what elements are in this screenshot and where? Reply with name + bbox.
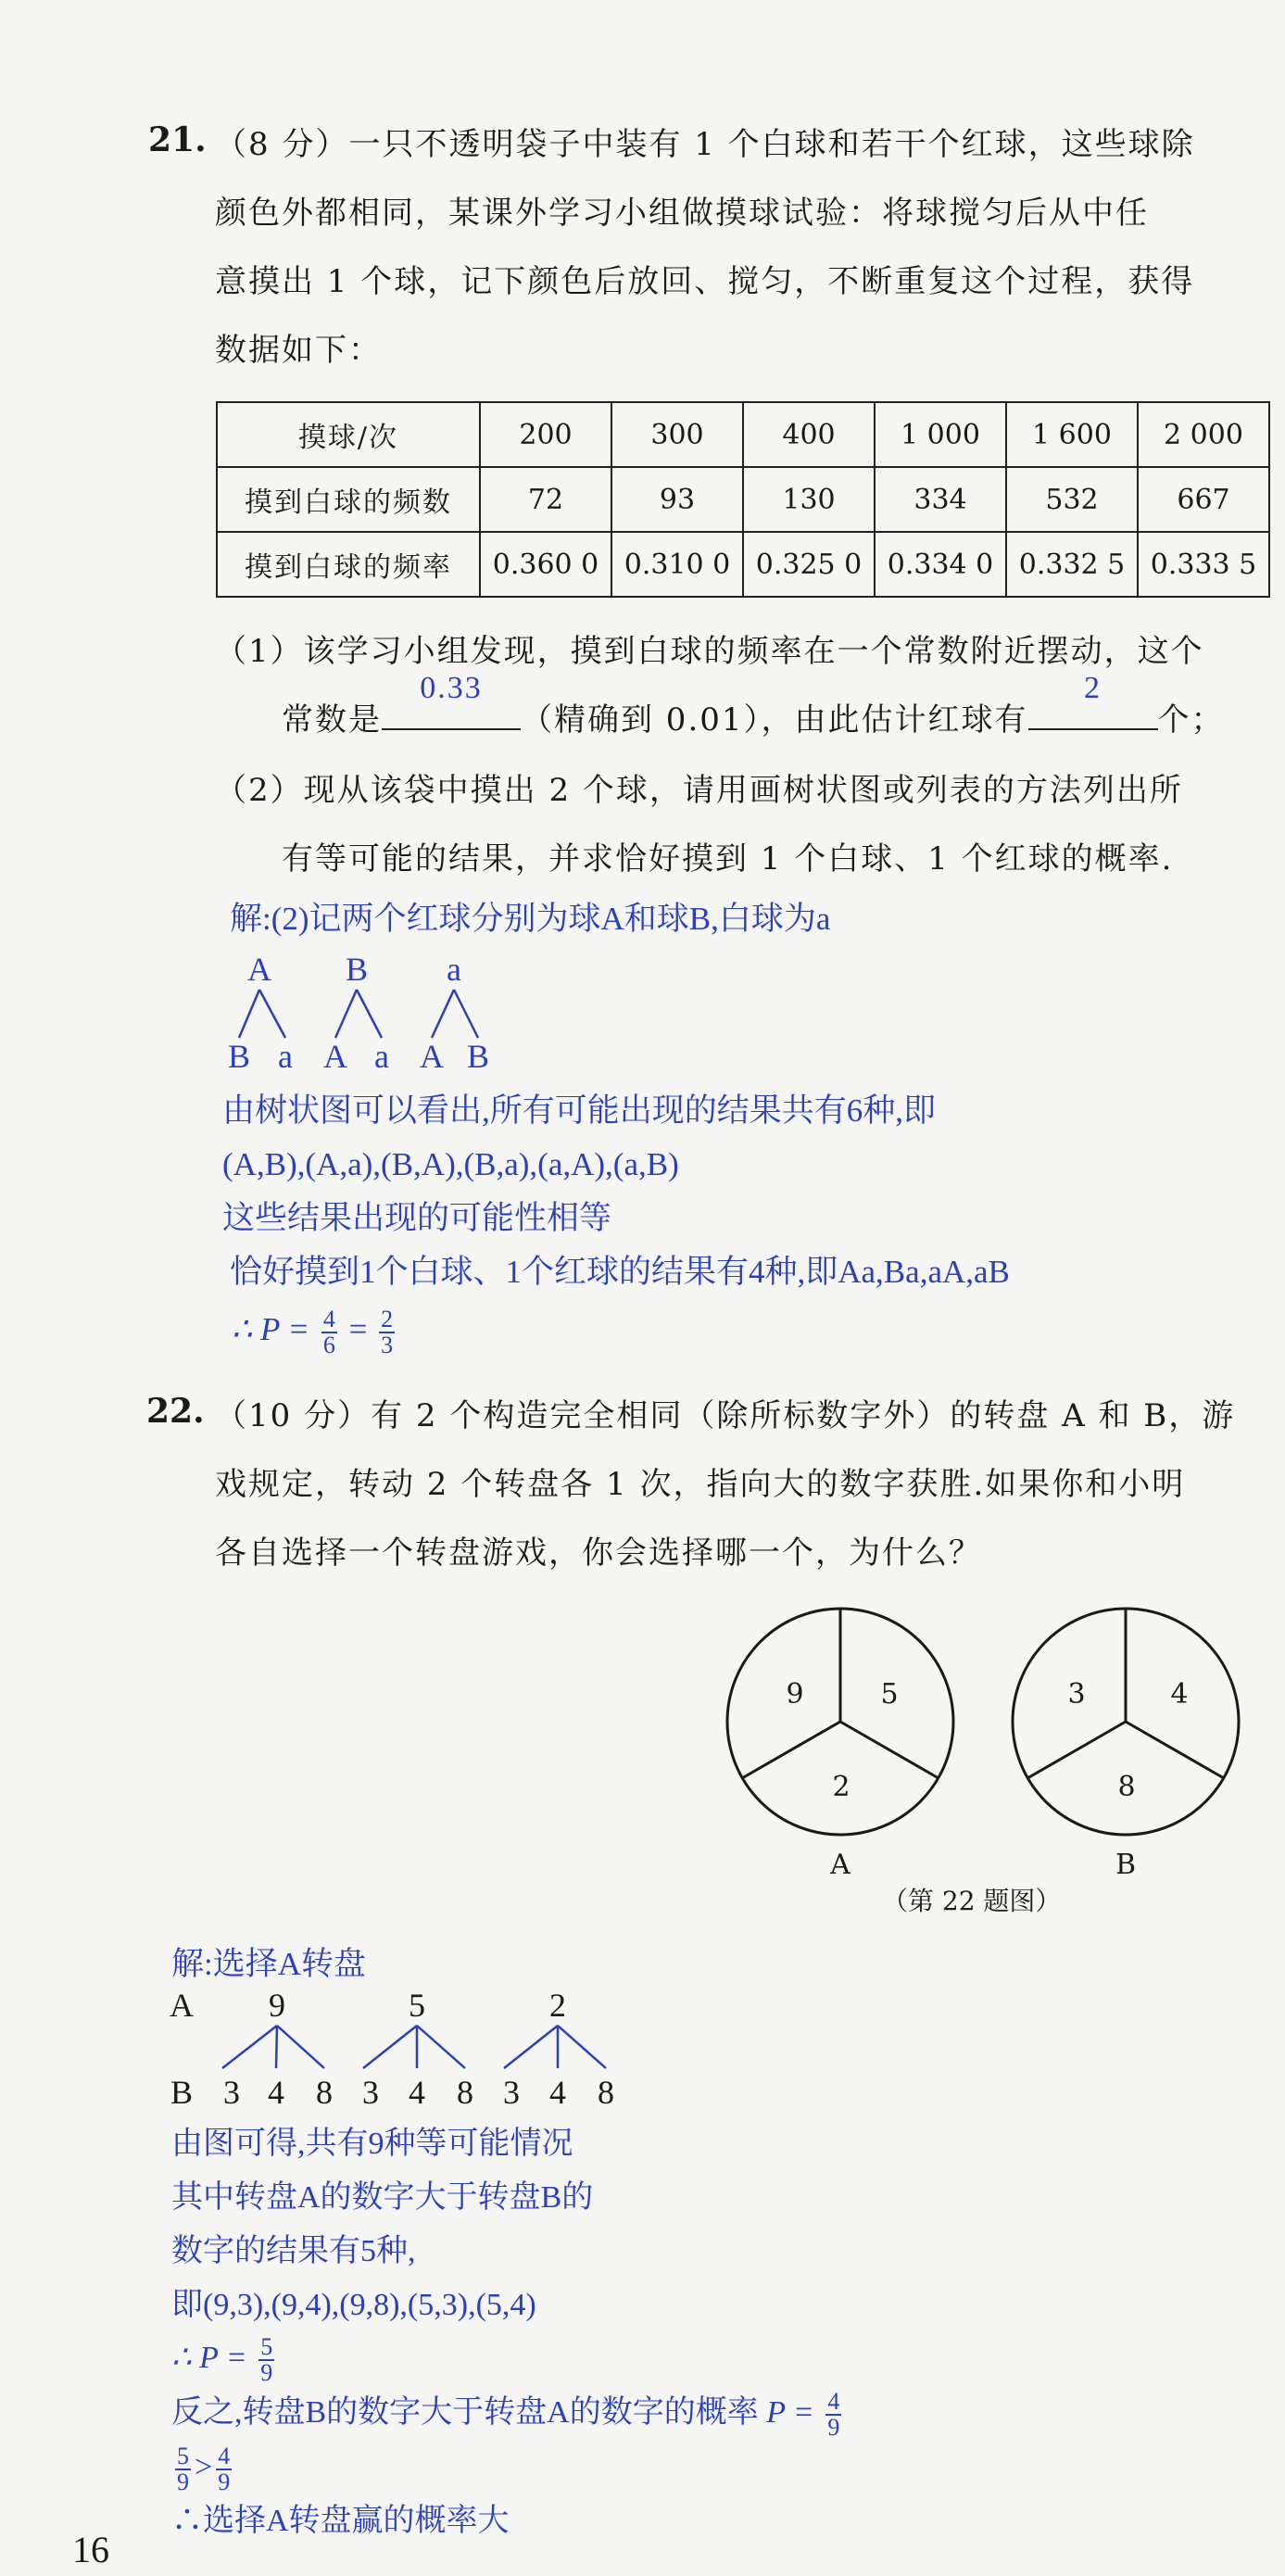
fraction xyxy=(321,1307,337,1357)
table-cell: 0.310 0 xyxy=(611,532,743,597)
tree-leaf: 4 xyxy=(549,2074,566,2111)
q22-line: （10 分）有 2 个构造完全相同（除所标数字外）的转盘 A 和 B，游 xyxy=(215,1397,1236,1434)
tree-node: A xyxy=(247,951,271,988)
table-cell: 72 xyxy=(480,467,611,532)
answer-1: 0.33 xyxy=(420,671,483,705)
q22-solution-line: 反之,转盘B的数字大于转盘A的数字的概率 xyxy=(171,2395,759,2431)
table-cell: 摸到白球的频数 xyxy=(217,467,480,532)
q21-line: 颜色外都相同，某课外学习小组做摸球试验：将球搅匀后从中任 xyxy=(215,195,1149,232)
q21-prob-prefix: ∴ P = xyxy=(232,1311,310,1347)
q22-solution-body xyxy=(171,2117,845,2548)
denominator: 9 xyxy=(827,2414,840,2442)
spinner-a xyxy=(723,1603,964,1881)
q21-solution-line: 这些结果出现的可能性相等 xyxy=(222,1200,612,1236)
table-cell: 0.333 5 xyxy=(1138,532,1269,597)
tree-leaf: 4 xyxy=(268,2074,284,2111)
tree-leaf: 4 xyxy=(409,2074,425,2111)
denominator: 9 xyxy=(218,2469,231,2496)
q21-part1-text: 常数是 xyxy=(282,701,382,739)
fraction xyxy=(216,2444,232,2494)
q22-line: 各自选择一个转盘游戏，你会选择哪一个，为什么？ xyxy=(215,1534,982,1572)
denominator: 9 xyxy=(177,2469,189,2496)
tree-leaf: a xyxy=(374,1038,389,1075)
q22-solution-intro: 解:选择A转盘 xyxy=(171,1946,367,1982)
table-cell: 200 xyxy=(480,402,611,467)
fraction xyxy=(258,2335,274,2385)
table-cell: 93 xyxy=(611,467,743,532)
spinner-b xyxy=(1008,1603,1249,1881)
q22-conclusion: ∴选择A转盘赢的概率大 xyxy=(171,2504,510,2539)
page-number: 16 xyxy=(72,2529,109,2570)
denominator: 3 xyxy=(381,1331,394,1358)
q21-part1-text: （精确到 0.01），由此估计红球有 xyxy=(521,701,1028,739)
tree-leaf: B xyxy=(227,1038,251,1075)
numerator: 4 xyxy=(218,2443,231,2470)
tree-leaf: 8 xyxy=(316,2074,333,2111)
tree-node: 2 xyxy=(549,1987,566,2024)
q21-number: 21. xyxy=(148,120,207,159)
table-cell: 2 000 xyxy=(1138,402,1269,467)
table-cell: 130 xyxy=(743,467,875,532)
q22-prob-prefix: P = xyxy=(766,2395,814,2431)
q21-part2 xyxy=(215,756,1253,893)
q21-part1-text: 个； xyxy=(1157,701,1225,739)
denominator: 6 xyxy=(322,1331,335,1358)
numerator: 4 xyxy=(322,1305,335,1332)
tree-leaf: 3 xyxy=(223,2074,240,2111)
tree-node: a xyxy=(447,951,461,988)
q22-prob-prefix: ∴ P = xyxy=(171,2341,247,2375)
numerator: 5 xyxy=(177,2443,189,2470)
tree-leaf: A xyxy=(420,1038,444,1075)
fraction xyxy=(175,2444,191,2494)
table-cell: 300 xyxy=(611,402,743,467)
spinner-a-label: A xyxy=(830,1849,850,1881)
q21-part1-line1: （1）该学习小组发现，摸到白球的频率在一个常数附近摆动，这个 xyxy=(215,633,1204,670)
table-cell: 摸球/次 xyxy=(217,402,480,467)
table-row xyxy=(217,532,1269,597)
q21-solution-line: 由树状图可以看出,所有可能出现的结果共有6种,即 xyxy=(222,1092,937,1129)
frequency-table xyxy=(216,401,1270,598)
q22-prob-1 xyxy=(171,2332,845,2385)
tree-leaf: 3 xyxy=(362,2074,379,2111)
spinner-a-number: 5 xyxy=(880,1678,899,1711)
fraction xyxy=(825,2390,841,2440)
q21-solution-line: 恰好摸到1个白球、1个红球的结果有4种,即Aa,Ba,aA,aB xyxy=(230,1254,1010,1290)
q22-comparison xyxy=(171,2441,845,2494)
q21-solution-line: (A,B),(A,a),(B,A),(B,a),(a,A),(a,B) xyxy=(222,1146,679,1182)
spinner-b-number: 4 xyxy=(1170,1678,1189,1711)
table-cell: 532 xyxy=(1006,467,1138,532)
spinner-a-number: 9 xyxy=(786,1678,804,1711)
q22-line: 戏规定，转动 2 个转盘各 1 次，指向大的数字获胜.如果你和小明 xyxy=(215,1466,1186,1503)
spinner-b-number: 8 xyxy=(1117,1771,1136,1803)
table-cell: 0.332 5 xyxy=(1006,532,1138,597)
greater-than-sign: > xyxy=(195,2450,213,2485)
tree-node: 5 xyxy=(409,1987,425,2024)
q21-line: 意摸出 1 个球，记下颜色后放回、搅匀，不断重复这个过程，获得 xyxy=(215,263,1195,300)
row-label-b: B xyxy=(170,2074,194,2111)
answer-2: 2 xyxy=(1084,671,1102,705)
q22-prob-2 xyxy=(171,2385,845,2441)
q21-statement xyxy=(215,110,1253,385)
q21-part2-line1: （2）现从该袋中摸出 2 个球，请用画树状图或列表的方法列出所 xyxy=(215,772,1183,809)
q22-solution-line: 数字的结果有5种, xyxy=(171,2234,416,2268)
table-cell: 1 000 xyxy=(875,402,1006,467)
tree-leaf: A xyxy=(323,1038,347,1075)
table-cell: 334 xyxy=(875,467,1006,532)
table-cell: 400 xyxy=(743,402,875,467)
q22-statement xyxy=(215,1382,1253,1587)
tree-node: 9 xyxy=(269,1987,285,2024)
q22-tree-branches xyxy=(222,2026,606,2068)
q22-number: 22. xyxy=(146,1392,205,1431)
q21-part1-line2 xyxy=(215,671,1253,754)
q21-tree-diagram xyxy=(222,945,519,1075)
table-cell: 667 xyxy=(1138,467,1269,532)
fraction xyxy=(379,1307,395,1357)
numerator: 5 xyxy=(260,2333,273,2361)
q22-solution-line: 其中转盘A的数字大于转盘B的 xyxy=(171,2180,594,2215)
numerator: 4 xyxy=(827,2388,840,2416)
q22-solution-line: 即(9,3),(9,4),(9,8),(5,3),(5,4) xyxy=(171,2288,536,2322)
denominator: 9 xyxy=(260,2359,273,2387)
q21-line: 数据如下： xyxy=(215,332,382,369)
spinner-b-number: 3 xyxy=(1067,1678,1086,1711)
table-cell: 0.334 0 xyxy=(875,532,1006,597)
table-row xyxy=(217,402,1269,467)
numerator: 2 xyxy=(381,1305,394,1332)
tree-leaf: 3 xyxy=(503,2074,520,2111)
table-row xyxy=(217,467,1269,532)
spinner-a-number: 2 xyxy=(832,1771,850,1803)
q21-line: （8 分）一只不透明袋子中装有 1 个白球和若干个红球，这些球除 xyxy=(215,126,1195,163)
q21-solution-intro: 解:(2)记两个红球分别为球A和球B,白球为a xyxy=(230,901,831,937)
figure-caption: （第 22 题图） xyxy=(882,1886,1062,1916)
spinner-b-label: B xyxy=(1115,1849,1137,1881)
table-cell: 0.360 0 xyxy=(480,532,611,597)
tree-leaf: B xyxy=(466,1038,490,1075)
q21-part2-line2: 有等可能的结果，并求恰好摸到 1 个白球、1 个红球的概率. xyxy=(282,840,1174,878)
table-cell: 摸到白球的频率 xyxy=(217,532,480,597)
q21-probability xyxy=(222,1303,1010,1357)
q22-tree-diagram xyxy=(167,1983,630,2122)
answer-blank-1 xyxy=(382,671,521,730)
q21-solution-body xyxy=(222,1084,1010,1357)
row-label-a: A xyxy=(170,1987,194,2024)
tree-node: B xyxy=(345,951,369,988)
tree-leaf: a xyxy=(278,1038,293,1075)
table-cell: 0.325 0 xyxy=(743,532,875,597)
q21-tree-branches xyxy=(239,990,478,1038)
q22-solution-line: 由图可得,共有9种等可能情况 xyxy=(171,2127,573,2161)
q21-part1 xyxy=(215,617,1253,754)
answer-blank-2 xyxy=(1028,671,1158,730)
tree-leaf: 8 xyxy=(598,2074,614,2111)
table-cell: 1 600 xyxy=(1006,402,1138,467)
tree-leaf: 8 xyxy=(457,2074,473,2111)
equals-sign: = xyxy=(348,1311,368,1347)
